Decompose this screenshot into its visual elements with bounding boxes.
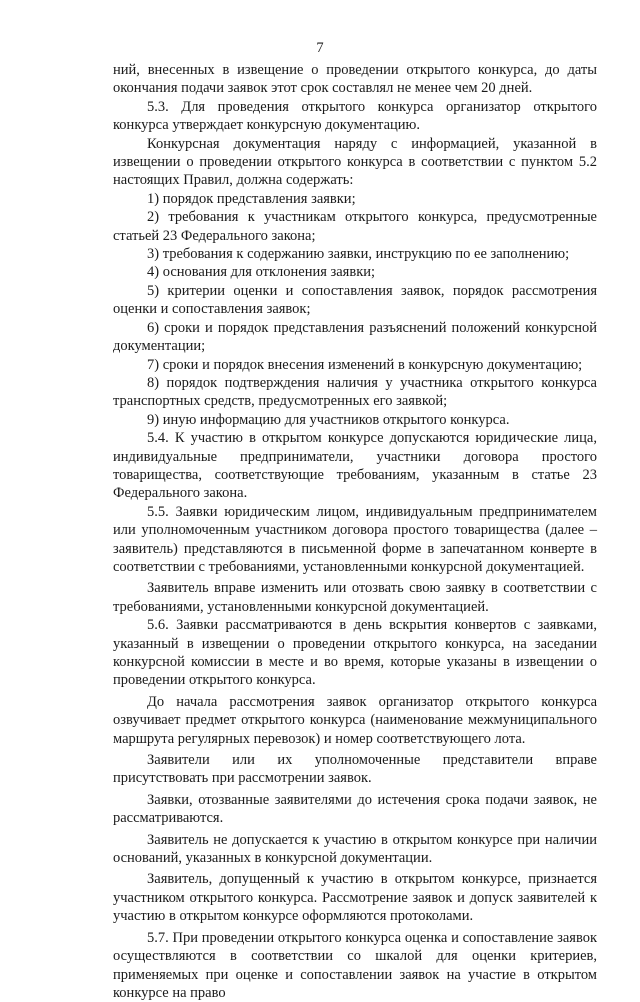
paragraph: 5.5. Заявки юридическим лицом, индивидуальным предпринимателем или уполномоченным участником договора простого товарищества (далее – заявитель) представляются в письменной форме в запечатанном конверте в соответствии с требованиями, установленными конкурсной документацией. xyxy=(113,503,597,575)
paragraph: Конкурсная документация наряду с информацией, указанной в извещении о проведении открытого конкурса в соответствии с пунктом 5.2 настоящих Правил, должна содержать: xyxy=(113,135,597,189)
paragraph: 3) требования к содержанию заявки, инструкцию по ее заполнению; xyxy=(147,246,570,263)
paragraph: 6) сроки и порядок представления разъяснений положений конкурсной документации; xyxy=(113,319,597,355)
paragraph: 5.4. К участию в открытом конкурсе допускаются юридические лица, индивидуальные предприниматели, участники договора простого товарищества, соответствующие требованиям, указанным в статье 23 Федерального закона. xyxy=(113,430,597,502)
paragraph: Заявитель не допускается к участию в открытом конкурсе при наличии оснований, указанных в конкурсной документации. xyxy=(113,831,597,867)
document-body xyxy=(113,61,597,1002)
paragraph: До начала рассмотрения заявок организатор открытого конкурса озвучивает предмет открытого конкурса (наименование межмуниципального маршрута регулярных перевозок) и номер соответствующего лота. xyxy=(113,693,597,747)
paragraph: Заявитель, допущенный к участию в открытом конкурсе, признается участником открытого конкурса. Рассмотрение заявок и допуск заявителей к участию в открытом конкурсе оформляются протоколами. xyxy=(113,871,597,925)
paragraph: 1) порядок представления заявки; xyxy=(147,190,356,207)
paragraph: Заявители или их уполномоченные представители вправе присутствовать при рассмотрении заявок. xyxy=(113,752,597,787)
paragraph: 8) порядок подтверждения наличия у участника открытого конкурса транспортных средств, предусмотренных его заявкой; xyxy=(113,374,597,410)
paragraph: 4) основания для отклонения заявки; xyxy=(147,264,376,281)
paragraph: 5) критерии оценки и сопоставления заявок, порядок рассмотрения оценки и сопоставления заявок; xyxy=(113,282,597,318)
paragraph: Заявитель вправе изменить или отозвать свою заявку в соответствии с требованиями, установленными конкурсной документацией. xyxy=(113,580,597,615)
paragraph: 2) требования к участникам открытого конкурса, предусмотренные статьей 23 Федерального закона; xyxy=(113,209,597,244)
paragraph: 5.3. Для проведения открытого конкурса организатор открытого конкурса утверждает конкурсную документацию. xyxy=(113,98,597,134)
paragraph: 9) иную информацию для участников открытого конкурса. xyxy=(147,411,510,428)
paragraph: 7) сроки и порядок внесения изменений в конкурсную документацию; xyxy=(147,356,583,373)
paragraph: 5.6. Заявки рассматриваются в день вскрытия конвертов с заявками, указанный в извещении о проведении открытого конкурса, на заседании конкурсной комиссии в месте и во время, которые указаны в извещении о проведении открытого конкурса. xyxy=(113,617,597,689)
page-number: 7 xyxy=(316,40,324,56)
paragraph: Заявки, отозванные заявителями до истечения срока подачи заявок, не рассматриваются. xyxy=(113,791,597,827)
paragraph: 5.7. При проведении открытого конкурса оценка и сопоставление заявок осуществляются в соответствии со шкалой для оценки критериев, применяемых при оценке и сопоставлении заявок на участие в открытом конкурсе на право xyxy=(113,929,597,1001)
paragraph: ний, внесенных в извещение о проведении открытого конкурса, до даты окончания подачи заявок этот срок составлял не менее чем 20 дней. xyxy=(113,62,597,97)
